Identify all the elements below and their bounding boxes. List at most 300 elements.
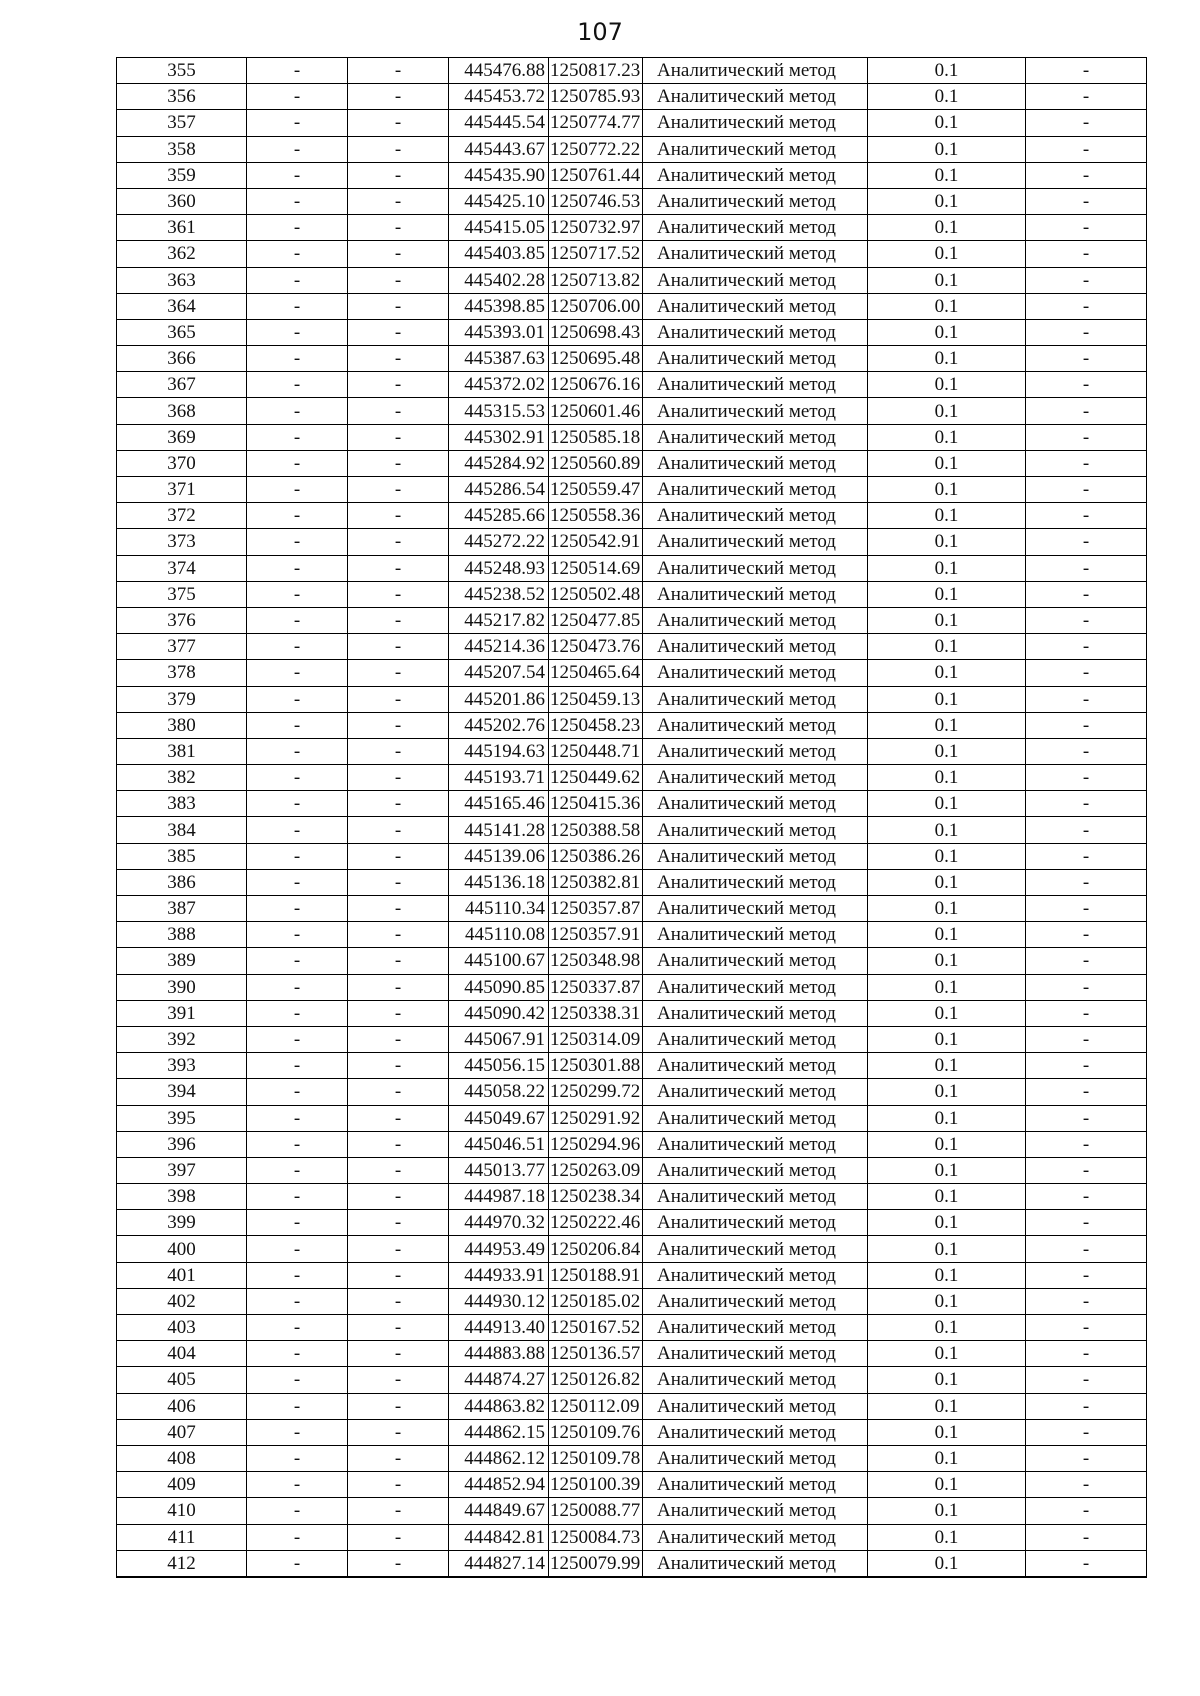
y-coordinate-cell: 1250348.98 xyxy=(549,948,643,974)
point-number-cell: 402 xyxy=(117,1288,247,1314)
method-cell: Аналитический метод xyxy=(643,398,868,424)
note-cell: - xyxy=(1026,1288,1147,1314)
coordinates-table xyxy=(116,57,1147,1578)
note-cell: - xyxy=(1026,869,1147,895)
empty-cell-a: - xyxy=(247,398,348,424)
empty-cell-b: - xyxy=(348,1210,449,1236)
note-cell: - xyxy=(1026,1341,1147,1367)
table-row xyxy=(117,738,1147,764)
y-coordinate-cell: 1250185.02 xyxy=(549,1288,643,1314)
note-cell: - xyxy=(1026,58,1147,84)
note-cell: - xyxy=(1026,1026,1147,1052)
x-coordinate-cell: 445403.85 xyxy=(449,241,549,267)
empty-cell-b: - xyxy=(348,1184,449,1210)
empty-cell-a: - xyxy=(247,555,348,581)
y-coordinate-cell: 1250558.36 xyxy=(549,503,643,529)
empty-cell-a: - xyxy=(247,869,348,895)
x-coordinate-cell: 445398.85 xyxy=(449,293,549,319)
accuracy-cell: 0.1 xyxy=(868,1445,1026,1471)
empty-cell-a: - xyxy=(247,1419,348,1445)
accuracy-cell: 0.1 xyxy=(868,477,1026,503)
x-coordinate-cell: 445214.36 xyxy=(449,634,549,660)
table-row xyxy=(117,1445,1147,1471)
accuracy-cell: 0.1 xyxy=(868,162,1026,188)
table-row xyxy=(117,1000,1147,1026)
point-number-cell: 380 xyxy=(117,712,247,738)
note-cell: - xyxy=(1026,1393,1147,1419)
empty-cell-b: - xyxy=(348,1524,449,1550)
empty-cell-a: - xyxy=(247,1053,348,1079)
empty-cell-a: - xyxy=(247,1498,348,1524)
empty-cell-a: - xyxy=(247,1000,348,1026)
note-cell: - xyxy=(1026,1105,1147,1131)
empty-cell-b: - xyxy=(348,162,449,188)
method-cell: Аналитический метод xyxy=(643,974,868,1000)
y-coordinate-cell: 1250676.16 xyxy=(549,372,643,398)
empty-cell-b: - xyxy=(348,1288,449,1314)
accuracy-cell: 0.1 xyxy=(868,424,1026,450)
empty-cell-b: - xyxy=(348,84,449,110)
point-number-cell: 375 xyxy=(117,581,247,607)
method-cell: Аналитический метод xyxy=(643,1105,868,1131)
accuracy-cell: 0.1 xyxy=(868,1367,1026,1393)
accuracy-cell: 0.1 xyxy=(868,555,1026,581)
table-row xyxy=(117,1367,1147,1393)
empty-cell-b: - xyxy=(348,817,449,843)
note-cell: - xyxy=(1026,634,1147,660)
empty-cell-b: - xyxy=(348,607,449,633)
note-cell: - xyxy=(1026,267,1147,293)
accuracy-cell: 0.1 xyxy=(868,712,1026,738)
y-coordinate-cell: 1250559.47 xyxy=(549,477,643,503)
accuracy-cell: 0.1 xyxy=(868,1524,1026,1550)
accuracy-cell: 0.1 xyxy=(868,1550,1026,1577)
point-number-cell: 398 xyxy=(117,1184,247,1210)
table-row xyxy=(117,974,1147,1000)
note-cell: - xyxy=(1026,477,1147,503)
note-cell: - xyxy=(1026,215,1147,241)
x-coordinate-cell: 445193.71 xyxy=(449,765,549,791)
note-cell: - xyxy=(1026,1053,1147,1079)
empty-cell-b: - xyxy=(348,398,449,424)
accuracy-cell: 0.1 xyxy=(868,974,1026,1000)
accuracy-cell: 0.1 xyxy=(868,267,1026,293)
point-number-cell: 388 xyxy=(117,922,247,948)
point-number-cell: 382 xyxy=(117,765,247,791)
x-coordinate-cell: 444970.32 xyxy=(449,1210,549,1236)
x-coordinate-cell: 444883.88 xyxy=(449,1341,549,1367)
y-coordinate-cell: 1250601.46 xyxy=(549,398,643,424)
x-coordinate-cell: 444863.82 xyxy=(449,1393,549,1419)
empty-cell-b: - xyxy=(348,1498,449,1524)
method-cell: Аналитический метод xyxy=(643,1053,868,1079)
accuracy-cell: 0.1 xyxy=(868,398,1026,424)
point-number-cell: 385 xyxy=(117,843,247,869)
table-row xyxy=(117,1498,1147,1524)
accuracy-cell: 0.1 xyxy=(868,346,1026,372)
empty-cell-a: - xyxy=(247,1341,348,1367)
accuracy-cell: 0.1 xyxy=(868,1210,1026,1236)
point-number-cell: 356 xyxy=(117,84,247,110)
accuracy-cell: 0.1 xyxy=(868,136,1026,162)
note-cell: - xyxy=(1026,817,1147,843)
accuracy-cell: 0.1 xyxy=(868,1000,1026,1026)
y-coordinate-cell: 1250698.43 xyxy=(549,319,643,345)
empty-cell-a: - xyxy=(247,974,348,1000)
accuracy-cell: 0.1 xyxy=(868,738,1026,764)
y-coordinate-cell: 1250109.76 xyxy=(549,1419,643,1445)
empty-cell-b: - xyxy=(348,922,449,948)
note-cell: - xyxy=(1026,1079,1147,1105)
empty-cell-b: - xyxy=(348,1026,449,1052)
x-coordinate-cell: 445110.34 xyxy=(449,896,549,922)
x-coordinate-cell: 445110.08 xyxy=(449,922,549,948)
x-coordinate-cell: 445286.54 xyxy=(449,477,549,503)
note-cell: - xyxy=(1026,503,1147,529)
empty-cell-b: - xyxy=(348,215,449,241)
empty-cell-a: - xyxy=(247,1079,348,1105)
point-number-cell: 400 xyxy=(117,1236,247,1262)
point-number-cell: 397 xyxy=(117,1157,247,1183)
empty-cell-a: - xyxy=(247,503,348,529)
accuracy-cell: 0.1 xyxy=(868,1262,1026,1288)
x-coordinate-cell: 445435.90 xyxy=(449,162,549,188)
empty-cell-b: - xyxy=(348,293,449,319)
accuracy-cell: 0.1 xyxy=(868,686,1026,712)
point-number-cell: 395 xyxy=(117,1105,247,1131)
note-cell: - xyxy=(1026,1524,1147,1550)
point-number-cell: 369 xyxy=(117,424,247,450)
y-coordinate-cell: 1250448.71 xyxy=(549,738,643,764)
empty-cell-b: - xyxy=(348,319,449,345)
empty-cell-a: - xyxy=(247,162,348,188)
accuracy-cell: 0.1 xyxy=(868,817,1026,843)
point-number-cell: 381 xyxy=(117,738,247,764)
method-cell: Аналитический метод xyxy=(643,84,868,110)
note-cell: - xyxy=(1026,1184,1147,1210)
x-coordinate-cell: 444862.15 xyxy=(449,1419,549,1445)
accuracy-cell: 0.1 xyxy=(868,1157,1026,1183)
x-coordinate-cell: 445443.67 xyxy=(449,136,549,162)
note-cell: - xyxy=(1026,1157,1147,1183)
y-coordinate-cell: 1250502.48 xyxy=(549,581,643,607)
empty-cell-a: - xyxy=(247,110,348,136)
y-coordinate-cell: 1250206.84 xyxy=(549,1236,643,1262)
method-cell: Аналитический метод xyxy=(643,712,868,738)
point-number-cell: 386 xyxy=(117,869,247,895)
table-row xyxy=(117,162,1147,188)
empty-cell-a: - xyxy=(247,660,348,686)
x-coordinate-cell: 444852.94 xyxy=(449,1472,549,1498)
table-row xyxy=(117,817,1147,843)
empty-cell-b: - xyxy=(348,450,449,476)
y-coordinate-cell: 1250263.09 xyxy=(549,1157,643,1183)
x-coordinate-cell: 445100.67 xyxy=(449,948,549,974)
accuracy-cell: 0.1 xyxy=(868,765,1026,791)
accuracy-cell: 0.1 xyxy=(868,215,1026,241)
point-number-cell: 359 xyxy=(117,162,247,188)
accuracy-cell: 0.1 xyxy=(868,1026,1026,1052)
note-cell: - xyxy=(1026,1000,1147,1026)
point-number-cell: 367 xyxy=(117,372,247,398)
point-number-cell: 404 xyxy=(117,1341,247,1367)
page-number: 107 xyxy=(577,18,623,46)
empty-cell-b: - xyxy=(348,1079,449,1105)
accuracy-cell: 0.1 xyxy=(868,1341,1026,1367)
empty-cell-b: - xyxy=(348,1053,449,1079)
empty-cell-a: - xyxy=(247,319,348,345)
empty-cell-b: - xyxy=(348,843,449,869)
table-row xyxy=(117,1105,1147,1131)
y-coordinate-cell: 1250514.69 xyxy=(549,555,643,581)
point-number-cell: 407 xyxy=(117,1419,247,1445)
method-cell: Аналитический метод xyxy=(643,869,868,895)
empty-cell-a: - xyxy=(247,843,348,869)
x-coordinate-cell: 445248.93 xyxy=(449,555,549,581)
table-row xyxy=(117,1262,1147,1288)
table-row xyxy=(117,765,1147,791)
accuracy-cell: 0.1 xyxy=(868,188,1026,214)
note-cell: - xyxy=(1026,450,1147,476)
point-number-cell: 363 xyxy=(117,267,247,293)
y-coordinate-cell: 1250126.82 xyxy=(549,1367,643,1393)
y-coordinate-cell: 1250449.62 xyxy=(549,765,643,791)
note-cell: - xyxy=(1026,555,1147,581)
x-coordinate-cell: 444874.27 xyxy=(449,1367,549,1393)
accuracy-cell: 0.1 xyxy=(868,293,1026,319)
x-coordinate-cell: 445067.91 xyxy=(449,1026,549,1052)
empty-cell-a: - xyxy=(247,136,348,162)
y-coordinate-cell: 1250817.23 xyxy=(549,58,643,84)
table-row xyxy=(117,398,1147,424)
x-coordinate-cell: 445445.54 xyxy=(449,110,549,136)
table-row xyxy=(117,1026,1147,1052)
empty-cell-a: - xyxy=(247,1524,348,1550)
empty-cell-b: - xyxy=(348,581,449,607)
accuracy-cell: 0.1 xyxy=(868,607,1026,633)
empty-cell-b: - xyxy=(348,188,449,214)
empty-cell-a: - xyxy=(247,1026,348,1052)
point-number-cell: 405 xyxy=(117,1367,247,1393)
note-cell: - xyxy=(1026,1445,1147,1471)
accuracy-cell: 0.1 xyxy=(868,843,1026,869)
table-row xyxy=(117,1472,1147,1498)
table-row xyxy=(117,1550,1147,1577)
y-coordinate-cell: 1250477.85 xyxy=(549,607,643,633)
table-row xyxy=(117,503,1147,529)
method-cell: Аналитический метод xyxy=(643,1210,868,1236)
method-cell: Аналитический метод xyxy=(643,1262,868,1288)
x-coordinate-cell: 444930.12 xyxy=(449,1288,549,1314)
x-coordinate-cell: 445272.22 xyxy=(449,529,549,555)
x-coordinate-cell: 445202.76 xyxy=(449,712,549,738)
method-cell: Аналитический метод xyxy=(643,241,868,267)
x-coordinate-cell: 445387.63 xyxy=(449,346,549,372)
y-coordinate-cell: 1250136.57 xyxy=(549,1341,643,1367)
empty-cell-b: - xyxy=(348,1315,449,1341)
x-coordinate-cell: 445056.15 xyxy=(449,1053,549,1079)
empty-cell-a: - xyxy=(247,1550,348,1577)
table-row xyxy=(117,136,1147,162)
empty-cell-b: - xyxy=(348,346,449,372)
point-number-cell: 387 xyxy=(117,896,247,922)
table-row xyxy=(117,1393,1147,1419)
point-number-cell: 410 xyxy=(117,1498,247,1524)
empty-cell-a: - xyxy=(247,1184,348,1210)
empty-cell-b: - xyxy=(348,1419,449,1445)
point-number-cell: 355 xyxy=(117,58,247,84)
empty-cell-a: - xyxy=(247,293,348,319)
y-coordinate-cell: 1250301.88 xyxy=(549,1053,643,1079)
method-cell: Аналитический метод xyxy=(643,477,868,503)
note-cell: - xyxy=(1026,1472,1147,1498)
method-cell: Аналитический метод xyxy=(643,503,868,529)
method-cell: Аналитический метод xyxy=(643,58,868,84)
empty-cell-b: - xyxy=(348,1472,449,1498)
empty-cell-b: - xyxy=(348,869,449,895)
empty-cell-a: - xyxy=(247,1367,348,1393)
empty-cell-a: - xyxy=(247,1393,348,1419)
empty-cell-b: - xyxy=(348,1393,449,1419)
empty-cell-a: - xyxy=(247,817,348,843)
x-coordinate-cell: 445090.42 xyxy=(449,1000,549,1026)
x-coordinate-cell: 445415.05 xyxy=(449,215,549,241)
table-row xyxy=(117,1157,1147,1183)
y-coordinate-cell: 1250465.64 xyxy=(549,660,643,686)
x-coordinate-cell: 445284.92 xyxy=(449,450,549,476)
x-coordinate-cell: 445217.82 xyxy=(449,607,549,633)
note-cell: - xyxy=(1026,738,1147,764)
table-row xyxy=(117,686,1147,712)
note-cell: - xyxy=(1026,1262,1147,1288)
x-coordinate-cell: 445165.46 xyxy=(449,791,549,817)
point-number-cell: 361 xyxy=(117,215,247,241)
method-cell: Аналитический метод xyxy=(643,1184,868,1210)
method-cell: Аналитический метод xyxy=(643,1445,868,1471)
y-coordinate-cell: 1250560.89 xyxy=(549,450,643,476)
point-number-cell: 383 xyxy=(117,791,247,817)
empty-cell-a: - xyxy=(247,1472,348,1498)
note-cell: - xyxy=(1026,712,1147,738)
y-coordinate-cell: 1250088.77 xyxy=(549,1498,643,1524)
y-coordinate-cell: 1250388.58 xyxy=(549,817,643,843)
empty-cell-b: - xyxy=(348,555,449,581)
empty-cell-b: - xyxy=(348,896,449,922)
y-coordinate-cell: 1250695.48 xyxy=(549,346,643,372)
empty-cell-a: - xyxy=(247,58,348,84)
accuracy-cell: 0.1 xyxy=(868,450,1026,476)
note-cell: - xyxy=(1026,660,1147,686)
accuracy-cell: 0.1 xyxy=(868,1131,1026,1157)
point-number-cell: 357 xyxy=(117,110,247,136)
note-cell: - xyxy=(1026,424,1147,450)
accuracy-cell: 0.1 xyxy=(868,1393,1026,1419)
x-coordinate-cell: 445453.72 xyxy=(449,84,549,110)
point-number-cell: 376 xyxy=(117,607,247,633)
empty-cell-a: - xyxy=(247,634,348,660)
point-number-cell: 362 xyxy=(117,241,247,267)
empty-cell-b: - xyxy=(348,1131,449,1157)
point-number-cell: 391 xyxy=(117,1000,247,1026)
x-coordinate-cell: 444913.40 xyxy=(449,1315,549,1341)
empty-cell-a: - xyxy=(247,450,348,476)
method-cell: Аналитический метод xyxy=(643,529,868,555)
x-coordinate-cell: 445049.67 xyxy=(449,1105,549,1131)
empty-cell-b: - xyxy=(348,1367,449,1393)
method-cell: Аналитический метод xyxy=(643,293,868,319)
x-coordinate-cell: 445285.66 xyxy=(449,503,549,529)
method-cell: Аналитический метод xyxy=(643,1157,868,1183)
table-row xyxy=(117,1210,1147,1236)
point-number-cell: 406 xyxy=(117,1393,247,1419)
method-cell: Аналитический метод xyxy=(643,1000,868,1026)
y-coordinate-cell: 1250357.87 xyxy=(549,896,643,922)
accuracy-cell: 0.1 xyxy=(868,1105,1026,1131)
accuracy-cell: 0.1 xyxy=(868,241,1026,267)
empty-cell-b: - xyxy=(348,1236,449,1262)
method-cell: Аналитический метод xyxy=(643,555,868,581)
note-cell: - xyxy=(1026,529,1147,555)
y-coordinate-cell: 1250238.34 xyxy=(549,1184,643,1210)
empty-cell-a: - xyxy=(247,529,348,555)
empty-cell-b: - xyxy=(348,1000,449,1026)
accuracy-cell: 0.1 xyxy=(868,1288,1026,1314)
note-cell: - xyxy=(1026,136,1147,162)
accuracy-cell: 0.1 xyxy=(868,922,1026,948)
empty-cell-a: - xyxy=(247,712,348,738)
point-number-cell: 389 xyxy=(117,948,247,974)
empty-cell-b: - xyxy=(348,1550,449,1577)
accuracy-cell: 0.1 xyxy=(868,660,1026,686)
point-number-cell: 396 xyxy=(117,1131,247,1157)
method-cell: Аналитический метод xyxy=(643,686,868,712)
table-row xyxy=(117,869,1147,895)
note-cell: - xyxy=(1026,1236,1147,1262)
y-coordinate-cell: 1250785.93 xyxy=(549,84,643,110)
table-row xyxy=(117,922,1147,948)
note-cell: - xyxy=(1026,765,1147,791)
method-cell: Аналитический метод xyxy=(643,136,868,162)
x-coordinate-cell: 444842.81 xyxy=(449,1524,549,1550)
method-cell: Аналитический метод xyxy=(643,660,868,686)
y-coordinate-cell: 1250585.18 xyxy=(549,424,643,450)
empty-cell-b: - xyxy=(348,58,449,84)
point-number-cell: 377 xyxy=(117,634,247,660)
method-cell: Аналитический метод xyxy=(643,1419,868,1445)
table-row xyxy=(117,450,1147,476)
empty-cell-a: - xyxy=(247,477,348,503)
table-row xyxy=(117,84,1147,110)
note-cell: - xyxy=(1026,1367,1147,1393)
y-coordinate-cell: 1250473.76 xyxy=(549,634,643,660)
x-coordinate-cell: 445194.63 xyxy=(449,738,549,764)
method-cell: Аналитический метод xyxy=(643,817,868,843)
point-number-cell: 370 xyxy=(117,450,247,476)
point-number-cell: 364 xyxy=(117,293,247,319)
point-number-cell: 384 xyxy=(117,817,247,843)
table-row xyxy=(117,843,1147,869)
table-body xyxy=(117,58,1147,1577)
y-coordinate-cell: 1250222.46 xyxy=(549,1210,643,1236)
x-coordinate-cell: 445372.02 xyxy=(449,372,549,398)
point-number-cell: 371 xyxy=(117,477,247,503)
x-coordinate-cell: 445402.28 xyxy=(449,267,549,293)
table-row xyxy=(117,634,1147,660)
point-number-cell: 394 xyxy=(117,1079,247,1105)
method-cell: Аналитический метод xyxy=(643,1472,868,1498)
method-cell: Аналитический метод xyxy=(643,1131,868,1157)
empty-cell-b: - xyxy=(348,712,449,738)
